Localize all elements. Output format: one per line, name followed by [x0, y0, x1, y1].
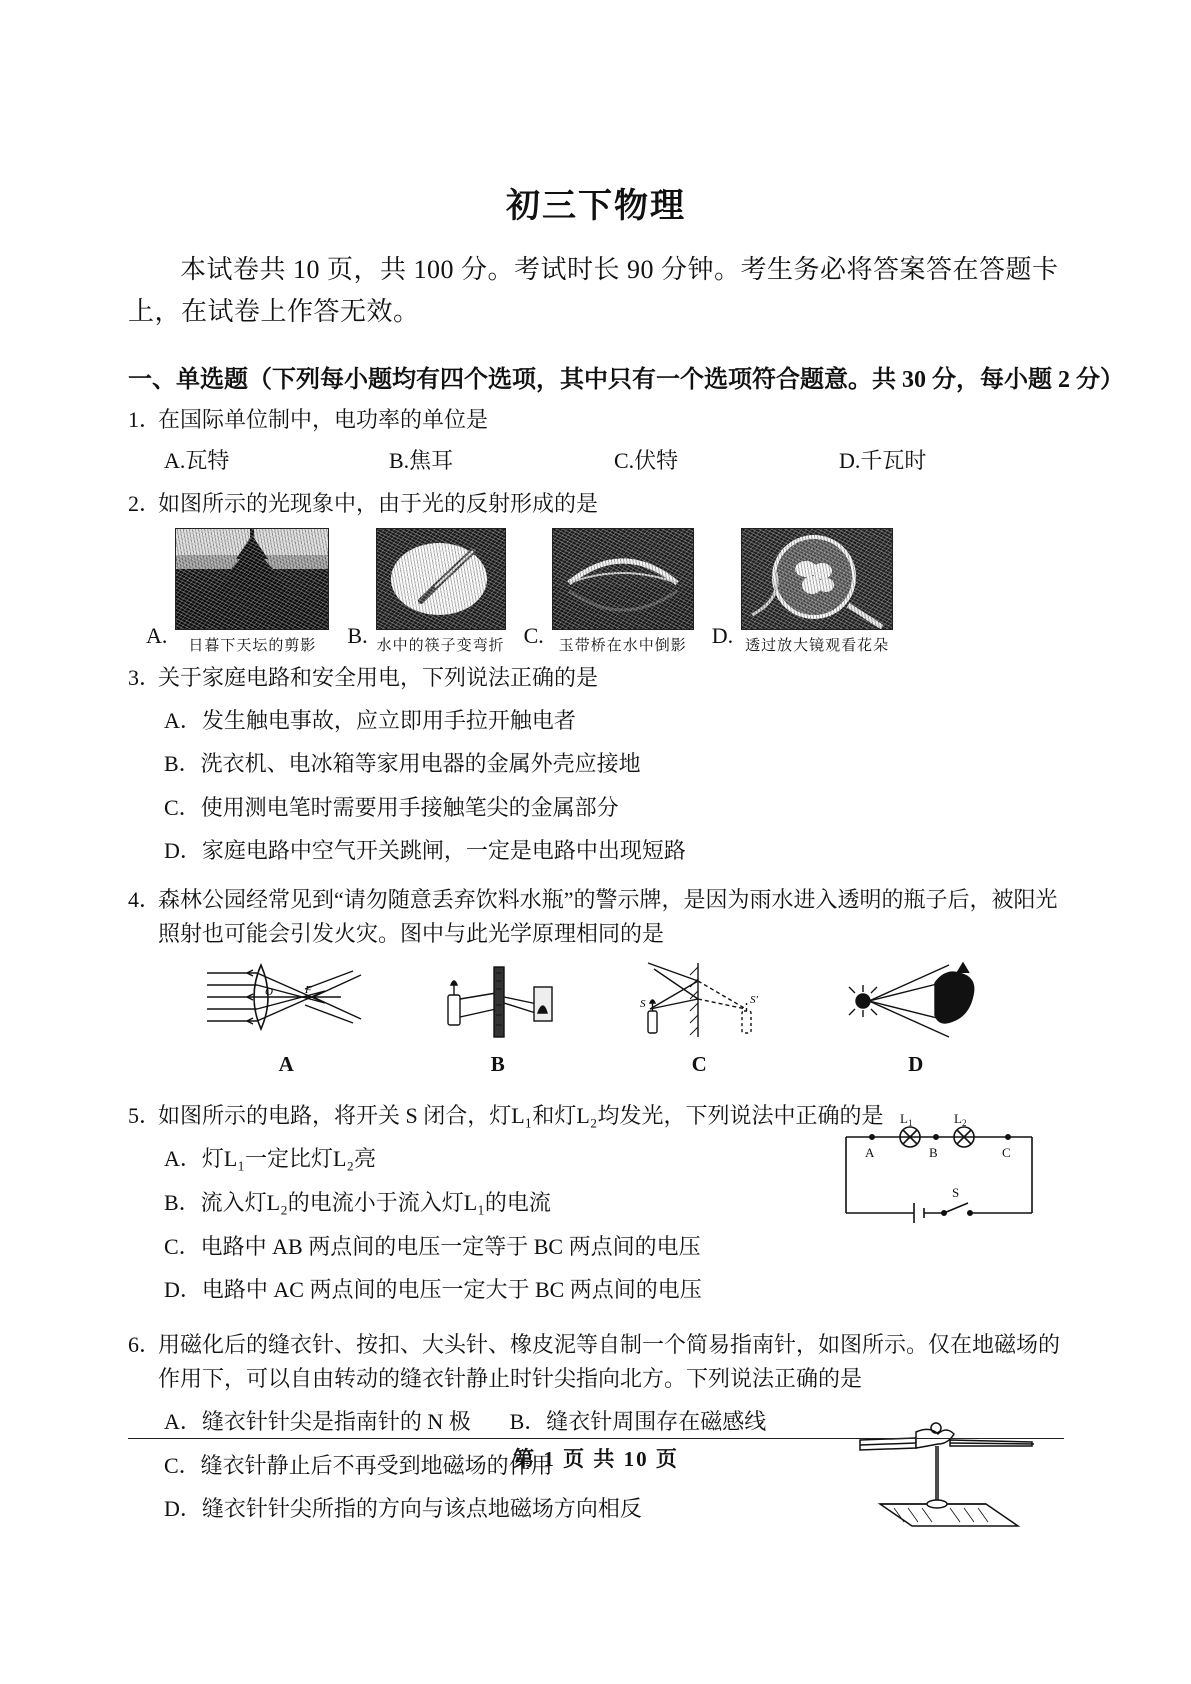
question-5-option-a[interactable]: A．灯L₁一定比灯L₂亮 — [164, 1146, 377, 1172]
circuit-node-c: C — [1002, 1145, 1011, 1161]
question-2-caption-c: 玉带桥在水中倒影 — [558, 637, 687, 654]
circuit-lamp2-label: L — [954, 1113, 962, 1127]
question-4-choice-b[interactable] — [438, 959, 558, 1077]
question-1 — [128, 403, 1064, 478]
question-5-circuit-diagram — [832, 1113, 1064, 1238]
photo-magnifier-flower — [741, 528, 893, 630]
question-4-number: 4． — [128, 887, 162, 913]
footer-divider — [128, 1438, 1064, 1439]
question-5-option-b[interactable]: B．流入灯L₂的电流小于流入灯L₁的电流 — [164, 1190, 551, 1215]
question-2-caption-a: 日暮下天坛的剪影 — [188, 637, 317, 654]
question-1-option-c[interactable]: C.伏特 — [614, 448, 679, 474]
question-3-option-d[interactable]: D．家庭电路中空气开关跳闸，一定是电路中出现短路 — [164, 838, 686, 864]
circuit-node-b: B — [929, 1145, 938, 1161]
question-4-letter-a: A — [278, 1052, 294, 1077]
page-content — [128, 0, 1124, 1527]
question-1-option-d[interactable]: D.千瓦时 — [839, 448, 927, 474]
circuit-node-a: A — [865, 1145, 875, 1161]
mirror-object-label: S — [640, 998, 646, 1011]
photo-temple-silhouette — [175, 528, 329, 630]
question-4-choice-c[interactable] — [624, 959, 774, 1077]
question-2-choice-b[interactable] — [347, 528, 505, 655]
question-2-label-b: B. — [347, 622, 368, 648]
question-6-option-d[interactable]: D．缝衣针针尖所指的方向与该点地磁场方向相反 — [164, 1496, 642, 1522]
question-3-number: 3． — [128, 664, 162, 690]
question-6-stem — [128, 1328, 1064, 1396]
shadow-projection-icon — [841, 959, 991, 1045]
photo-grain-d — [742, 529, 892, 629]
question-6 — [128, 1328, 1064, 1527]
question-1-stem — [128, 403, 1064, 437]
photo-bridge-reflection — [552, 528, 694, 630]
question-2-label-a: A. — [146, 622, 168, 648]
exam-instructions: 本试卷共 10 页，共 100 分。考试时长 90 分钟。考生务必将答案答在答题卡上，在试卷上作答无效。 — [128, 255, 1059, 327]
question-6-options-row-1 — [164, 1404, 804, 1440]
question-2-number: 2． — [128, 491, 162, 517]
page-title: 初三下物理 — [506, 188, 686, 225]
question-3-options — [128, 703, 1064, 870]
question-3 — [128, 661, 1064, 870]
question-2-label-c: C. — [523, 622, 544, 648]
question-2-choice-d[interactable] — [712, 528, 893, 655]
photo-bent-chopstick — [376, 528, 506, 630]
page-number: 第 1 页 共 10 页 — [513, 1447, 679, 1471]
question-5 — [128, 1099, 1064, 1308]
question-2-choice-a[interactable] — [146, 528, 329, 655]
question-4-choice-d[interactable] — [841, 959, 991, 1077]
question-6-option-a[interactable]: A．缝衣针针尖是指南针的 N 极 — [164, 1409, 471, 1435]
page-footer — [128, 1438, 1064, 1473]
question-5-option-c[interactable]: C．电路中 AB 两点间的电压一定等于 BC 两点间的电压 — [164, 1233, 701, 1259]
question-2-caption-d: 透过放大镜观看花朵 — [745, 637, 890, 654]
circuit-lamp1-label: L — [900, 1113, 908, 1127]
photo-grain-c — [553, 529, 693, 629]
question-2-choice-c[interactable] — [524, 528, 694, 655]
lens-focus-label: F — [305, 984, 312, 997]
question-2-caption-b: 水中的筷子变弯折 — [376, 637, 505, 654]
question-6-number: 6． — [128, 1331, 162, 1357]
question-2-photo-row — [128, 528, 1064, 655]
circuit-switch-label: S — [952, 1185, 960, 1201]
question-6-text: 用磁化后的缝衣针、按扣、大头针、橡皮泥等自制一个简易指南针，如图所示。仅在地磁场的作用下，可以自由转动的缝衣针静止时针尖指向北方。下列说法正确的是 — [158, 1331, 1061, 1391]
question-6-option-b[interactable]: B．缝衣针周围存在磁感线 — [509, 1409, 767, 1435]
photo-grain-a — [176, 529, 328, 629]
question-2-label-d: D. — [711, 622, 734, 648]
plane-mirror-icon — [624, 959, 774, 1045]
question-4-text: 森林公园经常见到“请勿随意丢弃饮料水瓶”的警示牌，是因为雨水进入透明的瓶子后，被阳光照射也可能会引发火灾。图中与此光学原理相同的是 — [158, 887, 1058, 947]
question-5-text: 如图所示的电路，将开关 S 闭合，灯L₁和灯L₂均发光，下列说法中正确的是 — [158, 1103, 884, 1129]
question-5-number: 5． — [128, 1103, 162, 1129]
pinhole-camera-icon — [438, 959, 558, 1045]
question-3-option-a[interactable]: A．发生触电事故，应立即用手拉开触电者 — [164, 707, 576, 733]
question-4 — [128, 883, 1064, 1077]
question-4-diagram-row — [128, 959, 1064, 1077]
question-1-number: 1． — [128, 407, 162, 433]
question-3-option-c[interactable]: C．使用测电笔时需要用手接触笔尖的金属部分 — [164, 794, 619, 820]
question-6-option-c[interactable]: C．缝衣针静止后不再受到地磁场的作用 — [164, 1452, 553, 1478]
convex-lens-icon — [201, 959, 371, 1045]
question-3-option-b[interactable]: B．洗衣机、电冰箱等家用电器的金属外壳应接地 — [164, 751, 641, 777]
question-3-text: 关于家庭电路和安全用电，下列说法正确的是 — [158, 664, 599, 690]
question-4-stem — [128, 883, 1064, 951]
question-1-text: 在国际单位制中，电功率的单位是 — [158, 407, 489, 433]
question-4-letter-b: B — [490, 1052, 505, 1077]
question-5-options — [128, 1141, 764, 1308]
question-2-text: 如图所示的光现象中，由于光的反射形成的是 — [158, 491, 599, 517]
question-4-letter-c: C — [691, 1052, 707, 1077]
lens-center-label: O — [265, 986, 274, 999]
circuit-lamp2-sub: 2 — [962, 1118, 967, 1129]
question-5-option-d[interactable]: D．电路中 AC 两点间的电压一定大于 BC 两点间的电压 — [164, 1277, 702, 1303]
question-3-stem — [128, 661, 1064, 695]
question-1-option-a[interactable]: A.瓦特 — [164, 448, 230, 474]
question-1-option-b[interactable]: B.焦耳 — [389, 448, 454, 474]
question-1-options — [128, 444, 1064, 478]
question-2-stem — [128, 487, 1064, 521]
question-4-choice-a[interactable] — [201, 959, 371, 1077]
photo-grain-b — [377, 529, 505, 629]
section-heading: 一、单选题（下列每小题均有四个选项，其中只有一个选项符合题意。共 30 分，每小题 2 分） — [128, 367, 1124, 394]
circuit-lamp1-sub: 1 — [908, 1118, 913, 1129]
mirror-image-label: S′ — [750, 994, 759, 1007]
question-2 — [128, 487, 1064, 654]
question-4-letter-d: D — [908, 1052, 924, 1077]
